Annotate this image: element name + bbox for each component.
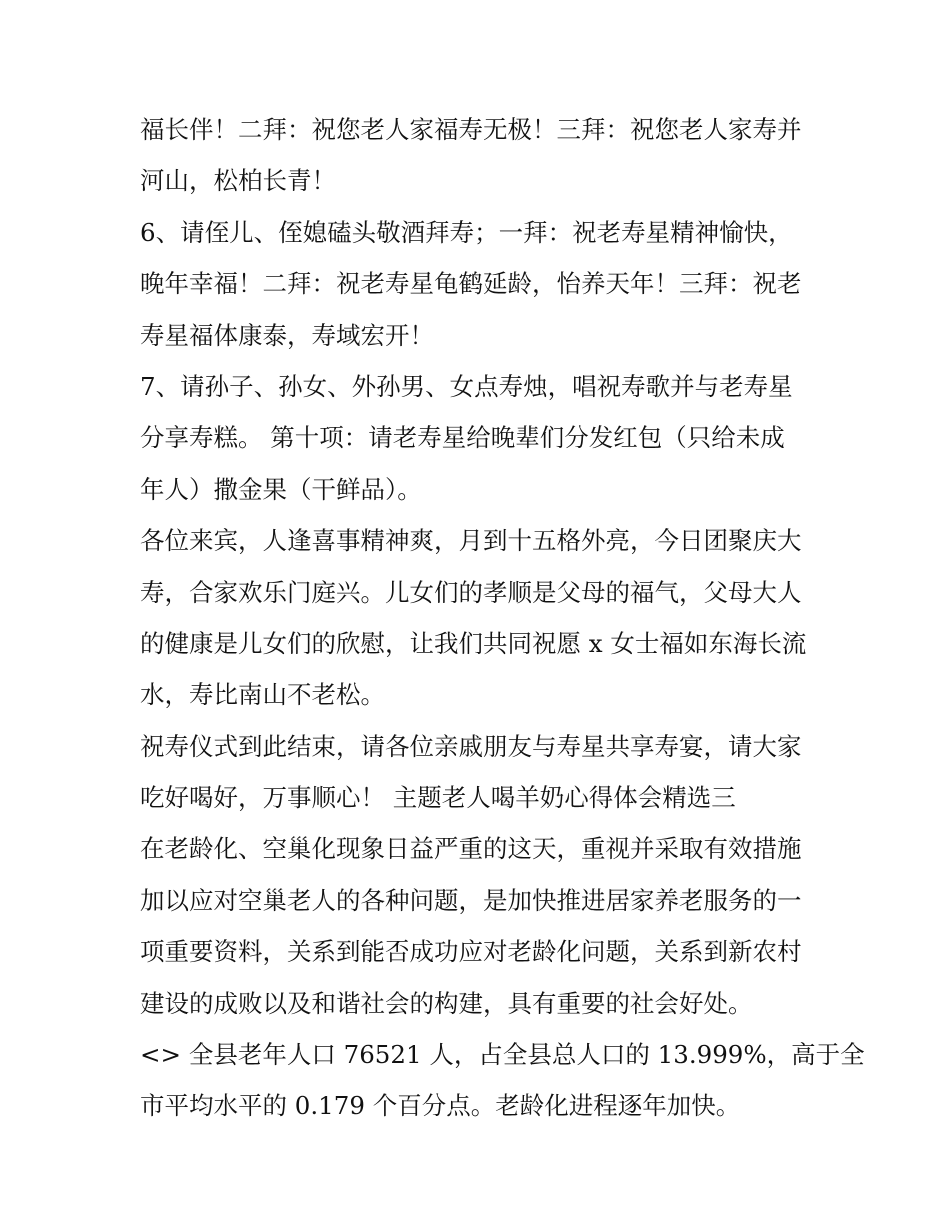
paragraph-ceremony-end — [140, 721, 830, 824]
text-line: 福长伴！二拜：祝您老人家福寿无极！三拜：祝您老人家寿并 — [140, 115, 802, 144]
text-line: 吃好喝好，万事顺心！ 主题老人喝羊奶心得体会精选三 — [140, 783, 736, 813]
text-line: 在老龄化、空巢化现象日益严重的这天，重视并采取有效措施 — [140, 834, 802, 864]
text-line: 寿星福体康泰，寿域宏开！ — [140, 320, 434, 350]
paragraph-item-7 — [140, 361, 830, 515]
text-line: 建设的成败以及和谐社会的构建，具有重要的社会好处。 — [140, 988, 753, 1018]
text-line: 7、请孙子、孙女、外孙男、女点寿烛，唱祝寿歌并与老寿星 — [140, 371, 793, 401]
text-line: 市平均水平的 0.179 个百分点。老龄化进程逐年加快。 — [140, 1091, 741, 1121]
text-line: 加以应对空巢老人的各种问题，是加快推进居家养老服务的一 — [140, 885, 802, 915]
text-line: 6、请侄儿、侄媳磕头敬酒拜寿；一拜：祝老寿星精神愉快， — [140, 217, 793, 247]
paragraph-item-6 — [140, 207, 830, 361]
paragraph-guests-greeting — [140, 515, 830, 721]
text-line: 年人）撒金果（干鲜品）。 — [140, 474, 422, 504]
text-line: 各位来宾，人逢喜事精神爽，月到十五格外亮，今日团聚庆大 — [140, 526, 802, 556]
text-line: 项重要资料，关系到能否成功应对老龄化问题，关系到新农村 — [140, 937, 802, 967]
text-line: 河山，松柏长青！ — [140, 166, 336, 196]
paragraph-blessing-continued — [140, 104, 830, 207]
paragraph-population-stats — [140, 1029, 865, 1132]
text-line: 的健康是儿女们的欣慰，让我们共同祝愿 x 女士福如东海长流 — [140, 628, 807, 658]
text-line: 祝寿仪式到此结束，请各位亲戚朋友与寿星共享寿宴，请大家 — [140, 731, 802, 761]
text-line: 晚年幸福！二拜：祝老寿星龟鹤延龄，怡养天年！三拜：祝老 — [140, 269, 802, 299]
text-line: 分享寿糕。 第十项：请老寿星给晚辈们分发红包（只给未成 — [140, 423, 785, 453]
text-line: 水，寿比南山不老松。 — [140, 680, 385, 710]
text-line: 寿，合家欢乐门庭兴。儿女们的孝顺是父母的福气，父母大人 — [140, 577, 802, 607]
paragraph-aging-society — [140, 823, 830, 1029]
text-line: <> 全县老年人口 76521 人，占全县总人口的 13.999%，高于全 — [140, 1040, 865, 1070]
document-body — [140, 104, 865, 1132]
